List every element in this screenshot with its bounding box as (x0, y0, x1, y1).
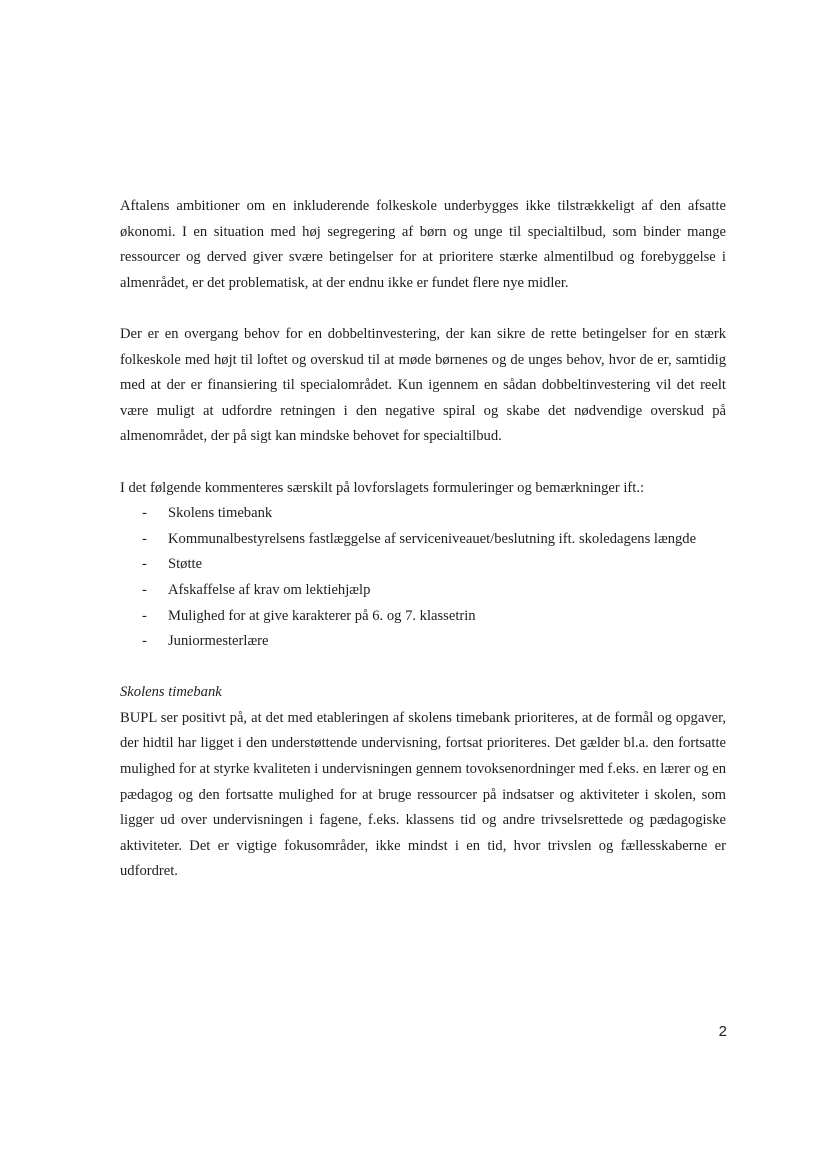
list-item-text: Afskaffelse af krav om lektiehjælp (168, 581, 371, 598)
list-item-text: Skolens timebank (168, 505, 273, 522)
list-item (120, 604, 726, 630)
page-content (120, 194, 726, 885)
paragraph-double-investment: Der er en overgang behov for en dobbeltinvestering, der kan sikre de rette betingelser for en stærk folkeskole med højt til loftet og overskud til at møde børnenes og de unges behov, hvor de er, samtidig med at der er finansiering til specialområdet. Kun igennem en sådan dobbeltinvestering vil det reelt være muligt at udfordre retningen i den negative spiral og skabe det nødvendige overskud på almenområdet, der på sigt kan mindske behovet for specialtilbud. (120, 325, 726, 445)
bullet-dash: - (142, 556, 147, 573)
bullet-dash: - (142, 581, 147, 598)
bullet-list-container (120, 501, 726, 655)
list-item-text: Støtte (168, 556, 203, 573)
list-item-text: Juniormesterlære (168, 633, 269, 650)
list-intro: I det følgende kommenteres særskilt på lovforslagets formuleringer og bemærkninger ift.: (120, 479, 645, 496)
list-item-text: Kommunalbestyrelsens fastlæggelse af serviceniveauet/beslutning ift. skoledagens længde (168, 530, 697, 547)
list-item (120, 552, 726, 578)
list-item (120, 629, 726, 655)
list-item (120, 501, 726, 527)
bullet-dash: - (142, 505, 147, 522)
list-item-text: Mulighed for at give karakterer på 6. og 7. klassetrin (168, 607, 476, 624)
bullet-dash: - (142, 607, 147, 624)
paragraph-economy: Aftalens ambitioner om en inkluderende folkeskole underbygges ikke tilstrækkeligt af den afsatte økonomi. I en situation med høj segregering af børn og unge til specialtilbud, som binder mange ressourcer og derved giver svære betingelser for at prioritere stærke almentilbud og forebyggelse i almenrådet, er det problematisk, at der endnu ikke er fundet flere nye midler. (120, 198, 726, 291)
bullet-dash: - (142, 633, 147, 650)
section-heading: Skolens timebank (120, 684, 222, 701)
bullet-dash: - (142, 530, 147, 547)
list-item (120, 578, 726, 604)
page-number: 2 (718, 1023, 727, 1040)
section-paragraph: BUPL ser positivt på, at det med etableringen af skolens timebank prioriteres, at de formål og opgaver, der hidtil har ligget i den understøttende undervisning, fortsat prioriteres. Det gælder bl.a. den fortsatte mulighed for at styrke kvaliteten i undervisningen gennem tovoksenordninger med f.eks. en lærer og en pædagog og den fortsatte mulighed for at bruge ressourcer på indsatser og aktiviteter i skolen, som ligger ud over undervisningen i fagene, f.eks. klassens tid og andre trivselsrettede og pædagogiske aktiviteter. Det er vigtige fokusområder, ikke mindst i en tid, hvor trivslen og fællesskaberne er udfordret. (120, 709, 726, 880)
bullet-list (120, 501, 726, 655)
list-item (120, 527, 726, 553)
